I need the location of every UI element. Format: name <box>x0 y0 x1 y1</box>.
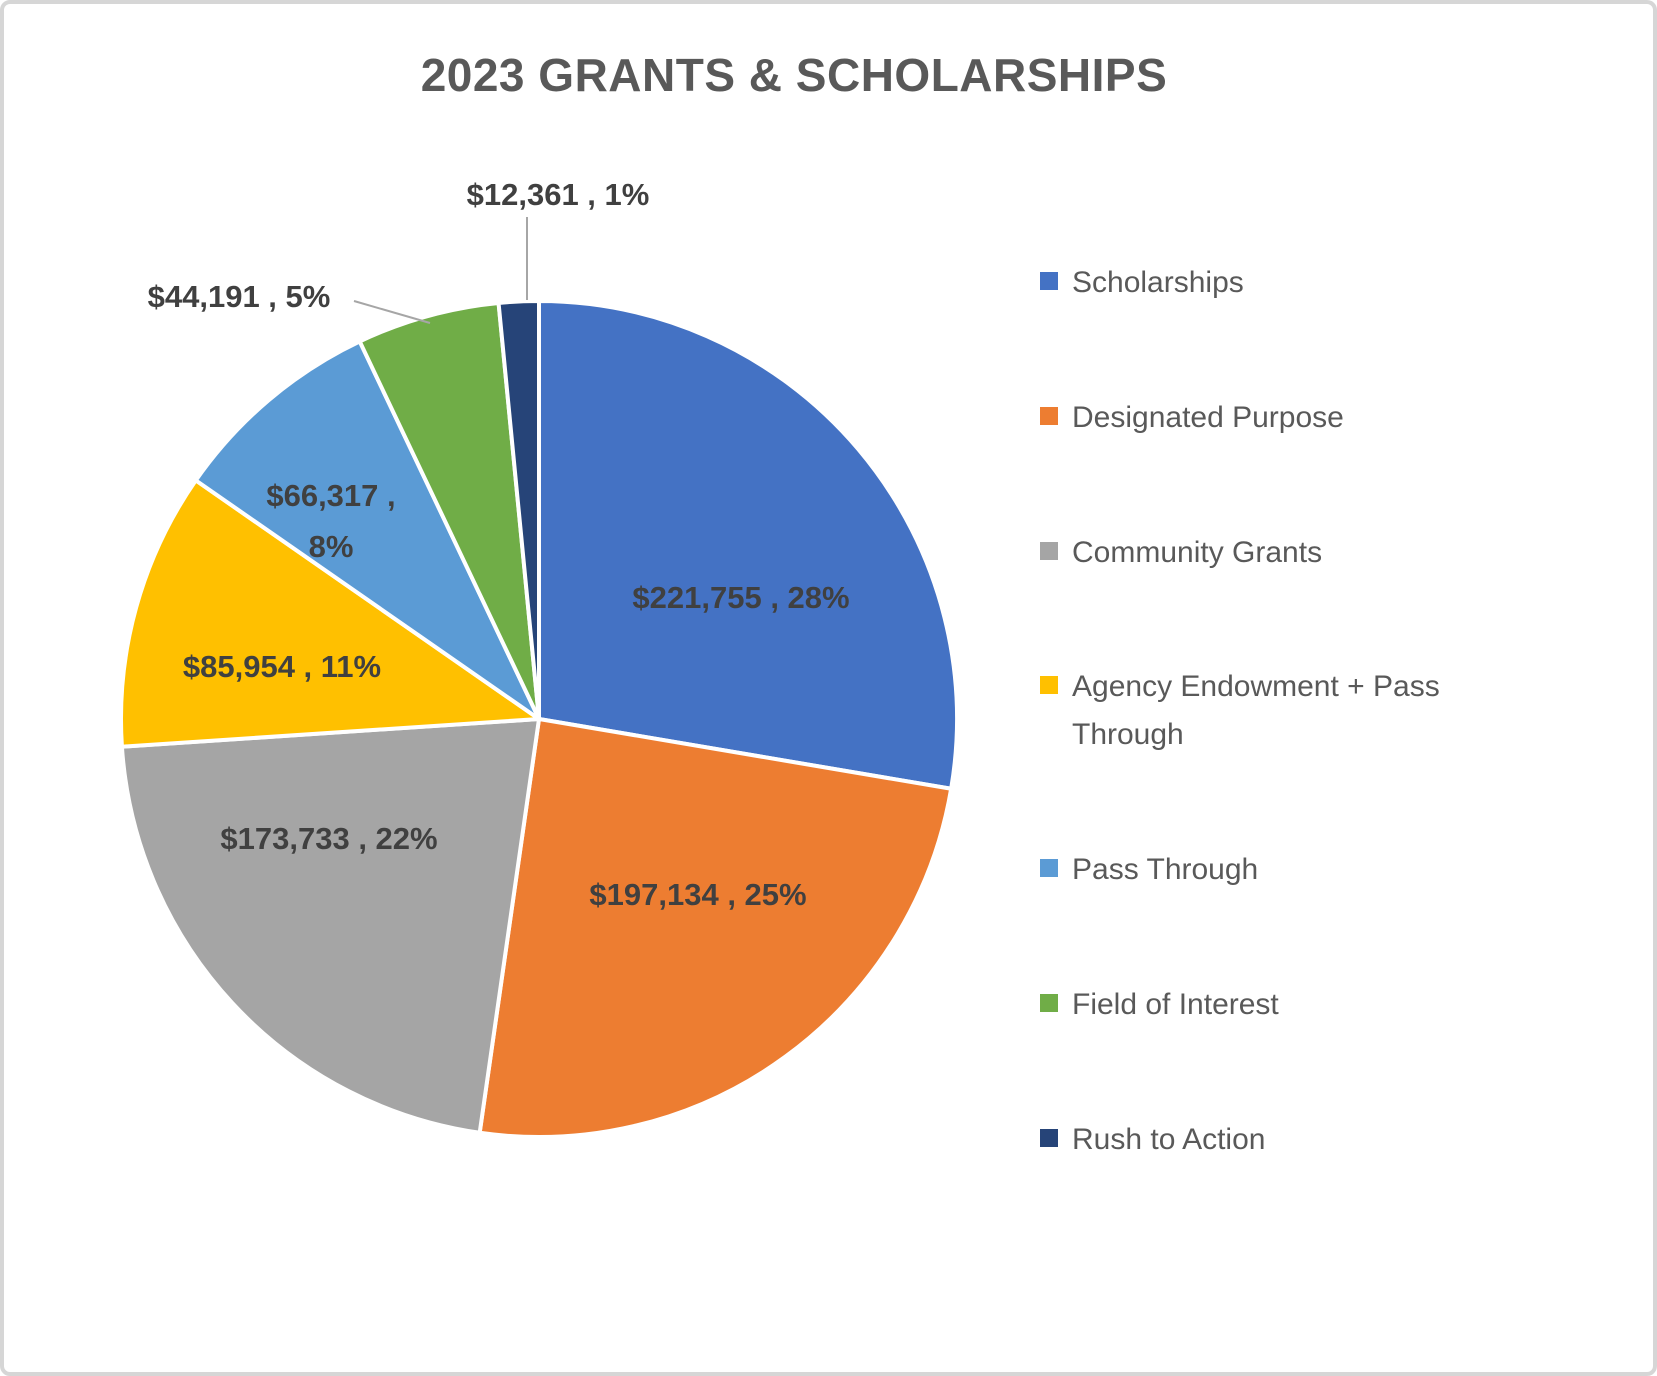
legend-marker-rush-to-action <box>1040 1129 1058 1147</box>
legend-marker-community-grants <box>1040 542 1058 560</box>
pie-slice-designated-purpose[interactable] <box>480 719 951 1137</box>
legend-item-agency-endowment-pass-through[interactable] <box>1040 663 1600 759</box>
legend-label-designated-purpose: Designated Purpose <box>1072 400 1344 434</box>
chart-title: 2023 GRANTS & SCHOLARSHIPS <box>420 49 1168 101</box>
legend-label-rush-to-action: Rush to Action <box>1072 1122 1266 1156</box>
data-label-pass-through: $66,317 , 8% <box>266 477 396 564</box>
chart-legend <box>1040 259 1600 1164</box>
data-label-community-grants: $173,733 , 22% <box>220 820 438 856</box>
legend-item-rush-to-action[interactable] <box>1040 1116 1600 1164</box>
pie-slice-scholarships[interactable] <box>539 301 957 789</box>
legend-label-pass-through: Pass Through <box>1072 853 1259 887</box>
data-label-agency-endowment-pass-through: $85,954 , 11% <box>182 648 382 684</box>
data-label-field-of-interest: $44,191 , 5% <box>147 278 331 314</box>
legend-item-field-of-interest[interactable] <box>1040 981 1600 1029</box>
leader-line-field-of-interest <box>354 301 430 323</box>
data-label-rush-to-action: $12,361 , 1% <box>466 176 650 212</box>
pie-slice-community-grants[interactable] <box>122 719 539 1133</box>
legend-item-community-grants[interactable] <box>1040 529 1600 577</box>
legend-marker-scholarships <box>1040 272 1058 290</box>
legend-marker-designated-purpose <box>1040 407 1058 425</box>
legend-label-field-of-interest: Field of Interest <box>1072 988 1279 1022</box>
data-label-scholarships: $221,755 , 28% <box>632 579 850 615</box>
legend-marker-agency-endowment-pass-through <box>1040 676 1058 694</box>
legend-label-scholarships: Scholarships <box>1072 266 1244 299</box>
legend-item-pass-through[interactable] <box>1040 846 1600 894</box>
legend-label-community-grants: Community Grants <box>1072 535 1323 569</box>
legend-label-agency-endowment-pass-through: Agency Endowment + Pass Through <box>1072 670 1440 752</box>
legend-marker-pass-through <box>1040 859 1058 877</box>
legend-item-designated-purpose[interactable] <box>1040 394 1600 442</box>
legend-item-scholarships[interactable] <box>1040 259 1600 307</box>
data-label-designated-purpose: $197,134 , 25% <box>589 876 807 912</box>
legend-marker-field-of-interest <box>1040 994 1058 1012</box>
